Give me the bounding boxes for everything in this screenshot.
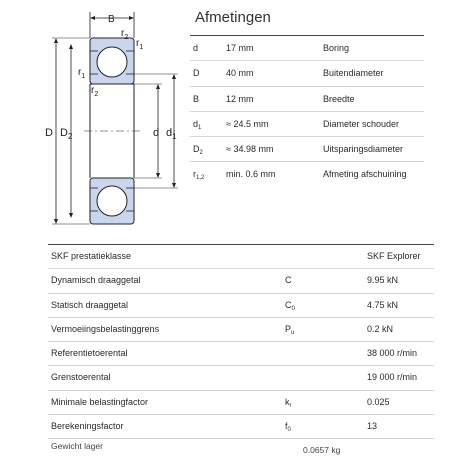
weight-row — [48, 438, 434, 454]
weight-label: Gewicht lager — [51, 441, 103, 451]
dimension-value: 12 mm — [226, 93, 254, 104]
dimension-symbol: D — [193, 68, 200, 79]
label-D2: D — [60, 127, 68, 139]
dimension-row — [190, 36, 424, 61]
dimensions-title: Afmetingen — [195, 9, 271, 26]
dimension-value: ≈ 34.98 mm — [226, 144, 274, 155]
weight-value: 0.0657 kg — [303, 445, 341, 455]
performance-value: 13 — [367, 421, 378, 432]
svg-text:D2: $D_2$ — [60, 127, 73, 141]
performance-symbol: C — [285, 299, 292, 310]
label-d: d — [153, 127, 160, 139]
performance-label: Minimale belastingfactor — [51, 396, 149, 407]
dimension-value: 40 mm — [226, 68, 254, 79]
dimension-value: ≈ 24.5 mm — [226, 118, 269, 129]
performance-row — [48, 269, 434, 293]
dimension-row: $d_1$ ≈ 24.5 mm Diameter schouder — [190, 112, 424, 137]
performance-label: Vermoeiingsbelastinggrens — [51, 323, 160, 334]
dimension-row — [190, 87, 424, 112]
svg-text:d1: $d_1$ — [166, 127, 177, 141]
performance-value: SKF Explorer — [367, 251, 421, 261]
dimension-symbol: r — [193, 169, 196, 180]
svg-text:r2: $r_2$ — [121, 28, 129, 41]
ball-bottom — [97, 186, 127, 216]
dimension-value: min. 0.6 mm — [226, 169, 276, 180]
dimension-symbol: D — [193, 144, 200, 155]
performance-table — [48, 244, 434, 439]
dimension-row: $D_2$ ≈ 34.98 mm Uitsparingsdiameter — [190, 137, 424, 162]
label-D: D — [45, 127, 53, 139]
dimension-description: Uitsparingsdiameter — [323, 144, 404, 155]
performance-label: Grenstoerental — [51, 372, 111, 383]
svg-text:r2: $r_2$ — [91, 85, 99, 98]
label-d1: d — [166, 127, 173, 139]
performance-symbol: C — [285, 275, 292, 286]
performance-label: Dynamisch draaggetal — [51, 275, 141, 286]
performance-row: Statisch draaggetal $C_0$ 4.75 kN — [48, 294, 434, 318]
performance-label: Referentietoerental — [51, 348, 128, 359]
dimension-symbol: d — [193, 118, 199, 129]
label-r1-top: r — [136, 38, 140, 49]
dimension-symbol: d — [193, 43, 199, 53]
label-B: B — [108, 14, 115, 25]
performance-symbol: P — [285, 323, 292, 334]
dimension-description: Boring — [323, 43, 350, 53]
performance-value: 9.95 kN — [367, 275, 399, 286]
performance-label: Berekeningsfactor — [51, 421, 124, 432]
performance-label: Statisch draaggetal — [51, 299, 129, 310]
performance-value: 19 000 r/min — [367, 372, 418, 383]
performance-symbol: k — [285, 396, 290, 407]
performance-row — [48, 245, 434, 269]
performance-value: 4.75 kN — [367, 299, 399, 310]
performance-row: Minimale belastingfactor $k_r$ 0.025 — [48, 391, 434, 415]
performance-row — [48, 342, 434, 366]
label-r2-left: r — [91, 85, 95, 96]
dimensions-table — [190, 35, 424, 187]
svg-text:r1: $r_1$ — [78, 67, 86, 80]
dimension-row: $r_{1,2}$ min. 0.6 mm Afmeting afschuining — [190, 162, 424, 186]
label-r2-top: r — [121, 28, 125, 39]
dimension-description: Diameter schouder — [323, 118, 400, 129]
performance-value: 38 000 r/min — [367, 348, 418, 359]
svg-text:r1: $r_1$ — [136, 38, 144, 51]
performance-value: 0.2 kN — [367, 323, 394, 334]
label-r1-left: r — [78, 67, 82, 78]
dimension-description: Afmeting afschuining — [323, 169, 407, 180]
dimension-description: Buitendiameter — [323, 68, 384, 79]
dimension-value: 17 mm — [226, 43, 254, 53]
performance-value: 0.025 — [367, 396, 390, 407]
dimension-description: Breedte — [323, 93, 355, 104]
ball-top — [97, 47, 127, 77]
dimension-symbol: B — [193, 93, 200, 104]
performance-row — [48, 366, 434, 390]
performance-label: SKF prestatieklasse — [51, 251, 132, 261]
performance-symbol: f — [285, 421, 288, 432]
performance-row: Berekeningsfactor $f_0$ 13 — [48, 415, 434, 439]
bearing-drawing — [0, 0, 190, 235]
dimension-row — [190, 61, 424, 86]
performance-row: Vermoeiingsbelastinggrens $P_u$ 0.2 kN — [48, 318, 434, 342]
